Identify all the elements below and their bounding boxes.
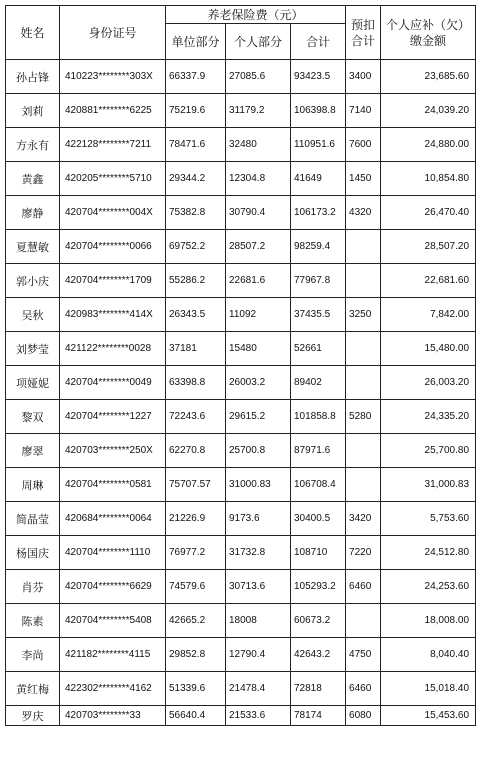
cell-unit-part: 29852.8 [166, 638, 226, 672]
cell-name: 刘莉 [6, 94, 60, 128]
header-total: 合计 [291, 24, 346, 60]
cell-unit-part: 21226.9 [166, 502, 226, 536]
cell-prepaid [346, 264, 381, 298]
header-id: 身份证号 [60, 6, 166, 60]
table-row [6, 434, 476, 468]
cell-id-number: 420704********0066 [60, 230, 166, 264]
cell-name: 黄红梅 [6, 672, 60, 706]
cell-unit-part: 75707.57 [166, 468, 226, 502]
cell-unit-part: 69752.2 [166, 230, 226, 264]
cell-name: 杨国庆 [6, 536, 60, 570]
cell-due-amount: 18,008.00 [381, 604, 476, 638]
table-row [6, 264, 476, 298]
cell-due-amount: 28,507.20 [381, 230, 476, 264]
table-row [6, 196, 476, 230]
cell-prepaid: 6460 [346, 570, 381, 604]
header-insurance-group: 养老保险费（元） [166, 6, 346, 24]
cell-personal-part: 15480 [226, 332, 291, 366]
table-row [6, 638, 476, 672]
cell-due-amount: 15,480.00 [381, 332, 476, 366]
cell-unit-part: 76977.2 [166, 536, 226, 570]
cell-prepaid [346, 366, 381, 400]
table-row [6, 366, 476, 400]
cell-due-amount: 7,842.00 [381, 298, 476, 332]
cell-personal-part: 29615.2 [226, 400, 291, 434]
cell-prepaid: 7600 [346, 128, 381, 162]
cell-personal-part: 31000.83 [226, 468, 291, 502]
cell-name: 廖翠 [6, 434, 60, 468]
header-prepaid-total: 预扣合计 [346, 6, 381, 60]
cell-unit-part: 75382.8 [166, 196, 226, 230]
cell-id-number: 410223********303X [60, 60, 166, 94]
cell-prepaid: 1450 [346, 162, 381, 196]
cell-personal-part: 26003.2 [226, 366, 291, 400]
cell-prepaid: 6460 [346, 672, 381, 706]
cell-prepaid: 7220 [346, 536, 381, 570]
cell-total: 105293.2 [291, 570, 346, 604]
cell-name: 李尚 [6, 638, 60, 672]
table-row [6, 60, 476, 94]
cell-id-number: 420704********6629 [60, 570, 166, 604]
cell-due-amount: 26,003.20 [381, 366, 476, 400]
cell-total: 106398.8 [291, 94, 346, 128]
cell-total: 30400.5 [291, 502, 346, 536]
header-unit-part: 单位部分 [166, 24, 226, 60]
cell-name: 刘梦莹 [6, 332, 60, 366]
cell-name: 吴秋 [6, 298, 60, 332]
cell-due-amount: 10,854.80 [381, 162, 476, 196]
cell-total: 89402 [291, 366, 346, 400]
cell-personal-part: 12790.4 [226, 638, 291, 672]
table-row [6, 128, 476, 162]
cell-total: 106708.4 [291, 468, 346, 502]
table-body [6, 60, 476, 726]
cell-due-amount: 22,681.60 [381, 264, 476, 298]
cell-id-number: 420704********1709 [60, 264, 166, 298]
cell-unit-part: 26343.5 [166, 298, 226, 332]
cell-personal-part: 31732.8 [226, 536, 291, 570]
cell-prepaid: 7140 [346, 94, 381, 128]
header-row-1 [6, 6, 476, 24]
cell-due-amount: 15,018.40 [381, 672, 476, 706]
cell-id-number: 421122********0028 [60, 332, 166, 366]
cell-id-number: 422128********7211 [60, 128, 166, 162]
cell-due-amount: 24,512.80 [381, 536, 476, 570]
cell-prepaid [346, 332, 381, 366]
header-name: 姓名 [6, 6, 60, 60]
cell-unit-part: 72243.6 [166, 400, 226, 434]
cell-unit-part: 37181 [166, 332, 226, 366]
table-row [6, 332, 476, 366]
cell-id-number: 420703********250X [60, 434, 166, 468]
cell-total: 42643.2 [291, 638, 346, 672]
cell-id-number: 421182********4115 [60, 638, 166, 672]
cell-id-number: 420704********1227 [60, 400, 166, 434]
cell-due-amount: 24,880.00 [381, 128, 476, 162]
table-row [6, 570, 476, 604]
cell-total: 101858.8 [291, 400, 346, 434]
cell-total: 110951.6 [291, 128, 346, 162]
cell-prepaid [346, 434, 381, 468]
cell-personal-part: 18008 [226, 604, 291, 638]
cell-name: 陈素 [6, 604, 60, 638]
cell-total: 77967.8 [291, 264, 346, 298]
cell-prepaid: 6080 [346, 706, 381, 726]
cell-name: 肖芬 [6, 570, 60, 604]
cell-due-amount: 15,453.60 [381, 706, 476, 726]
cell-id-number: 420703********33 [60, 706, 166, 726]
cell-name: 夏慧敏 [6, 230, 60, 264]
cell-total: 106173.2 [291, 196, 346, 230]
cell-personal-part: 11092 [226, 298, 291, 332]
cell-personal-part: 32480 [226, 128, 291, 162]
table-row [6, 298, 476, 332]
cell-personal-part: 9173.6 [226, 502, 291, 536]
cell-name: 郭小庆 [6, 264, 60, 298]
cell-prepaid [346, 468, 381, 502]
cell-unit-part: 78471.6 [166, 128, 226, 162]
cell-personal-part: 30713.6 [226, 570, 291, 604]
table-row [6, 94, 476, 128]
cell-name: 廖静 [6, 196, 60, 230]
cell-prepaid: 3420 [346, 502, 381, 536]
cell-name: 孙占锋 [6, 60, 60, 94]
cell-due-amount: 24,039.20 [381, 94, 476, 128]
cell-id-number: 420684********0064 [60, 502, 166, 536]
cell-total: 98259.4 [291, 230, 346, 264]
cell-total: 52661 [291, 332, 346, 366]
cell-prepaid: 4750 [346, 638, 381, 672]
cell-unit-part: 51339.6 [166, 672, 226, 706]
cell-prepaid: 3250 [346, 298, 381, 332]
cell-unit-part: 66337.9 [166, 60, 226, 94]
cell-id-number: 420704********1110 [60, 536, 166, 570]
cell-name: 周琳 [6, 468, 60, 502]
header-personal-part: 个人部分 [226, 24, 291, 60]
table-row [6, 502, 476, 536]
cell-prepaid: 4320 [346, 196, 381, 230]
cell-due-amount: 24,253.60 [381, 570, 476, 604]
cell-personal-part: 22681.6 [226, 264, 291, 298]
cell-id-number: 420704********004X [60, 196, 166, 230]
cell-due-amount: 31,000.83 [381, 468, 476, 502]
cell-personal-part: 31179.2 [226, 94, 291, 128]
table-row [6, 536, 476, 570]
cell-due-amount: 8,040.40 [381, 638, 476, 672]
cell-prepaid: 5280 [346, 400, 381, 434]
cell-id-number: 420704********0049 [60, 366, 166, 400]
cell-total: 87971.6 [291, 434, 346, 468]
cell-total: 108710 [291, 536, 346, 570]
cell-id-number: 420881********6225 [60, 94, 166, 128]
cell-name: 罗庆 [6, 706, 60, 726]
cell-total: 78174 [291, 706, 346, 726]
cell-total: 41649 [291, 162, 346, 196]
cell-total: 60673.2 [291, 604, 346, 638]
table-row [6, 672, 476, 706]
table-row [6, 468, 476, 502]
cell-total: 93423.5 [291, 60, 346, 94]
cell-name: 项娅妮 [6, 366, 60, 400]
cell-personal-part: 30790.4 [226, 196, 291, 230]
table-row [6, 230, 476, 264]
cell-id-number: 420205********5710 [60, 162, 166, 196]
cell-personal-part: 25700.8 [226, 434, 291, 468]
cell-name: 黄鑫 [6, 162, 60, 196]
table-row [6, 604, 476, 638]
cell-personal-part: 12304.8 [226, 162, 291, 196]
cell-personal-part: 27085.6 [226, 60, 291, 94]
cell-name: 简晶莹 [6, 502, 60, 536]
cell-unit-part: 63398.8 [166, 366, 226, 400]
cell-id-number: 420704********5408 [60, 604, 166, 638]
cell-unit-part: 56640.4 [166, 706, 226, 726]
cell-personal-part: 28507.2 [226, 230, 291, 264]
cell-unit-part: 42665.2 [166, 604, 226, 638]
cell-unit-part: 75219.6 [166, 94, 226, 128]
header-due-amount: 个人应补（欠）缴金额 [381, 6, 476, 60]
cell-total: 37435.5 [291, 298, 346, 332]
cell-due-amount: 25,700.80 [381, 434, 476, 468]
cell-due-amount: 5,753.60 [381, 502, 476, 536]
cell-prepaid: 3400 [346, 60, 381, 94]
cell-due-amount: 23,685.60 [381, 60, 476, 94]
cell-id-number: 422302********4162 [60, 672, 166, 706]
cell-id-number: 420704********0581 [60, 468, 166, 502]
cell-id-number: 420983********414X [60, 298, 166, 332]
cell-due-amount: 24,335.20 [381, 400, 476, 434]
cell-unit-part: 74579.6 [166, 570, 226, 604]
cell-prepaid [346, 230, 381, 264]
cell-unit-part: 62270.8 [166, 434, 226, 468]
cell-name: 黎双 [6, 400, 60, 434]
table-row [6, 162, 476, 196]
cell-total: 72818 [291, 672, 346, 706]
cell-prepaid [346, 604, 381, 638]
table-row [6, 706, 476, 726]
cell-unit-part: 55286.2 [166, 264, 226, 298]
cell-due-amount: 26,470.40 [381, 196, 476, 230]
table-row [6, 400, 476, 434]
cell-personal-part: 21533.6 [226, 706, 291, 726]
cell-name: 方永有 [6, 128, 60, 162]
cell-unit-part: 29344.2 [166, 162, 226, 196]
cell-personal-part: 21478.4 [226, 672, 291, 706]
insurance-table [5, 5, 476, 726]
